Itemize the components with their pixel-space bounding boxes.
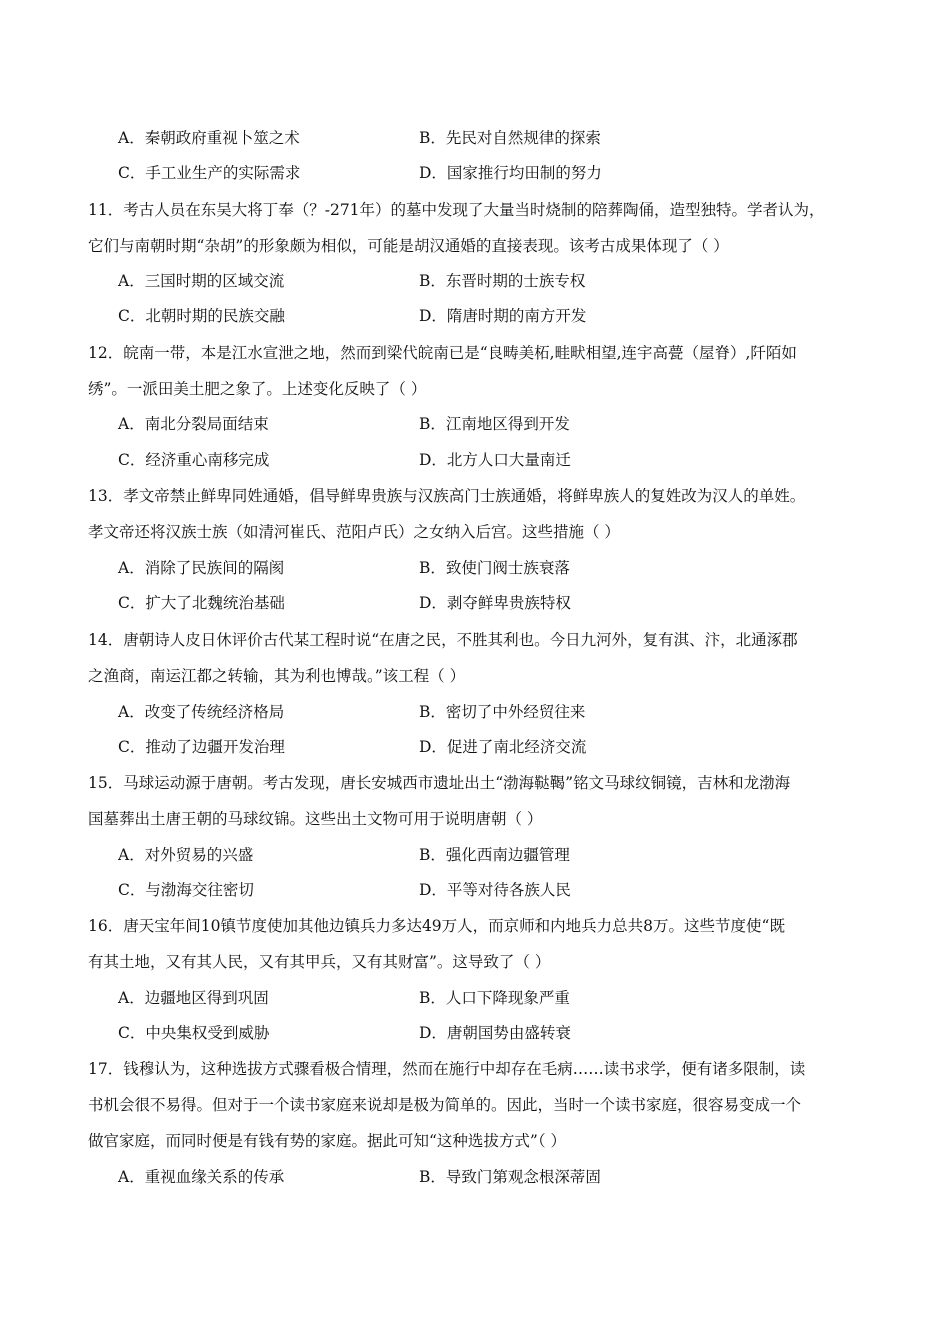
q16-stem-line-1: 16．唐天宝年间10镇节度使加其他边镇兵力多达49万人，而京师和内地兵力总共8万。这些节度使“既	[88, 917, 785, 935]
q14-option-d: D．促进了南北经济交流	[419, 738, 587, 756]
q16-option-d: D．唐朝国势由盛转衰	[419, 1024, 571, 1042]
q16-option-b: B．人口下降现象严重	[419, 989, 570, 1007]
q14-stem-line-2: 之渔商，南运江都之转输，其为利也博哉。”该工程（ ）	[88, 667, 466, 685]
q11-stem-line-1: 11．考古人员在东吴大将丁奉（？-271年）的墓中发现了大量当时烧制的陪葬陶俑，造型独特。学者认为，	[88, 201, 825, 219]
q15-option-c: C．与渤海交往密切	[118, 881, 254, 899]
q11-option-b: B．东晋时期的士族专权	[419, 272, 586, 290]
q14-stem-line-1: 14．唐朝诗人皮日休评价古代某工程时说“在唐之民，不胜其利也。今日九河外，复有淇、汴，北通涿郡	[88, 631, 798, 649]
q12-option-c: C．经济重心南移完成	[118, 451, 270, 469]
q15-option-b: B．强化西南边疆管理	[419, 846, 570, 864]
q15-stem-line-2: 国墓葬出土唐王朝的马球纹锦。这些出土文物可用于说明唐朝（ ）	[88, 810, 543, 828]
q10-option-d: D．国家推行均田制的努力	[419, 164, 602, 182]
q12-option-d: D．北方人口大量南迁	[419, 451, 571, 469]
q10-option-c: C．手工业生产的实际需求	[118, 164, 301, 182]
q14-option-a: A．改变了传统经济格局	[118, 703, 285, 721]
q16-stem-line-2: 有其土地，又有其人民，又有其甲兵，又有其财富”。这导致了（ ）	[88, 953, 551, 971]
q13-stem-line-2: 孝文帝还将汉族士族（如清河崔氏、范阳卢氏）之女纳入后宫。这些措施（ ）	[88, 523, 620, 541]
q12-option-b: B．江南地区得到开发	[419, 415, 570, 433]
q13-option-d: D．剥夺鲜卑贵族特权	[419, 594, 571, 612]
q12-stem-line-1: 12．皖南一带，本是江水宣泄之地，然而到梁代皖南已是“良畴美柘,畦畎相望,连宇高甍（屋脊）,阡陌如	[88, 344, 797, 362]
q15-stem-line-1: 15．马球运动源于唐朝。考古发现，唐长安城西市遗址出土“渤海鞑鞨”铭文马球纹铜镜，吉林和龙渤海	[88, 774, 791, 792]
q15-option-d: D．平等对待各族人民	[419, 881, 571, 899]
q14-option-c: C．推动了边疆开发治理	[118, 738, 285, 756]
q15-option-a: A．对外贸易的兴盛	[118, 846, 254, 864]
q11-option-a: A．三国时期的区域交流	[118, 272, 285, 290]
q16-option-a: A．边疆地区得到巩固	[118, 989, 269, 1007]
q17-stem-line-2: 书机会很不易得。但对于一个读书家庭来说却是极为简单的。因此，当时一个读书家庭，很容易变成一个	[88, 1096, 802, 1114]
q17-stem-line-3: 做官家庭，而同时便是有钱有势的家庭。据此可知“这种选拔方式”（ ）	[88, 1132, 567, 1150]
q13-stem-line-1: 13．孝文帝禁止鲜卑同姓通婚，倡导鲜卑贵族与汉族高门士族通婚，将鲜卑族人的复姓改为汉人的单姓。	[88, 487, 806, 505]
q13-option-a: A．消除了民族间的隔阂	[118, 559, 285, 577]
q17-option-b: B．导致门第观念根深蒂固	[419, 1168, 601, 1186]
q10-option-b: B．先民对自然规律的探索	[419, 129, 601, 147]
q14-option-b: B．密切了中外经贸往来	[419, 703, 586, 721]
q17-stem-line-1: 17．钱穆认为，这种选拔方式骤看极合情理，然而在施行中却存在毛病……读书求学，便有诸多限制，读	[88, 1060, 806, 1078]
q13-option-b: B．致使门阀士族衰落	[419, 559, 570, 577]
q10-option-a: A．秦朝政府重视卜筮之术	[118, 129, 300, 147]
q11-stem-line-2: 它们与南朝时期“杂胡”的形象颇为相似，可能是胡汉通婚的直接表现。该考古成果体现了（ ）	[88, 237, 729, 255]
q17-option-a: A．重视血缘关系的传承	[118, 1168, 285, 1186]
q12-option-a: A．南北分裂局面结束	[118, 415, 269, 433]
q12-stem-line-2: 绣”。一派田美土肥之象了。上述变化反映了（ ）	[88, 380, 427, 398]
q16-option-c: C．中央集权受到威胁	[118, 1024, 270, 1042]
q11-option-c: C．北朝时期的民族交融	[118, 307, 285, 325]
q11-option-d: D．隋唐时期的南方开发	[419, 307, 587, 325]
q13-option-c: C．扩大了北魏统治基础	[118, 594, 285, 612]
